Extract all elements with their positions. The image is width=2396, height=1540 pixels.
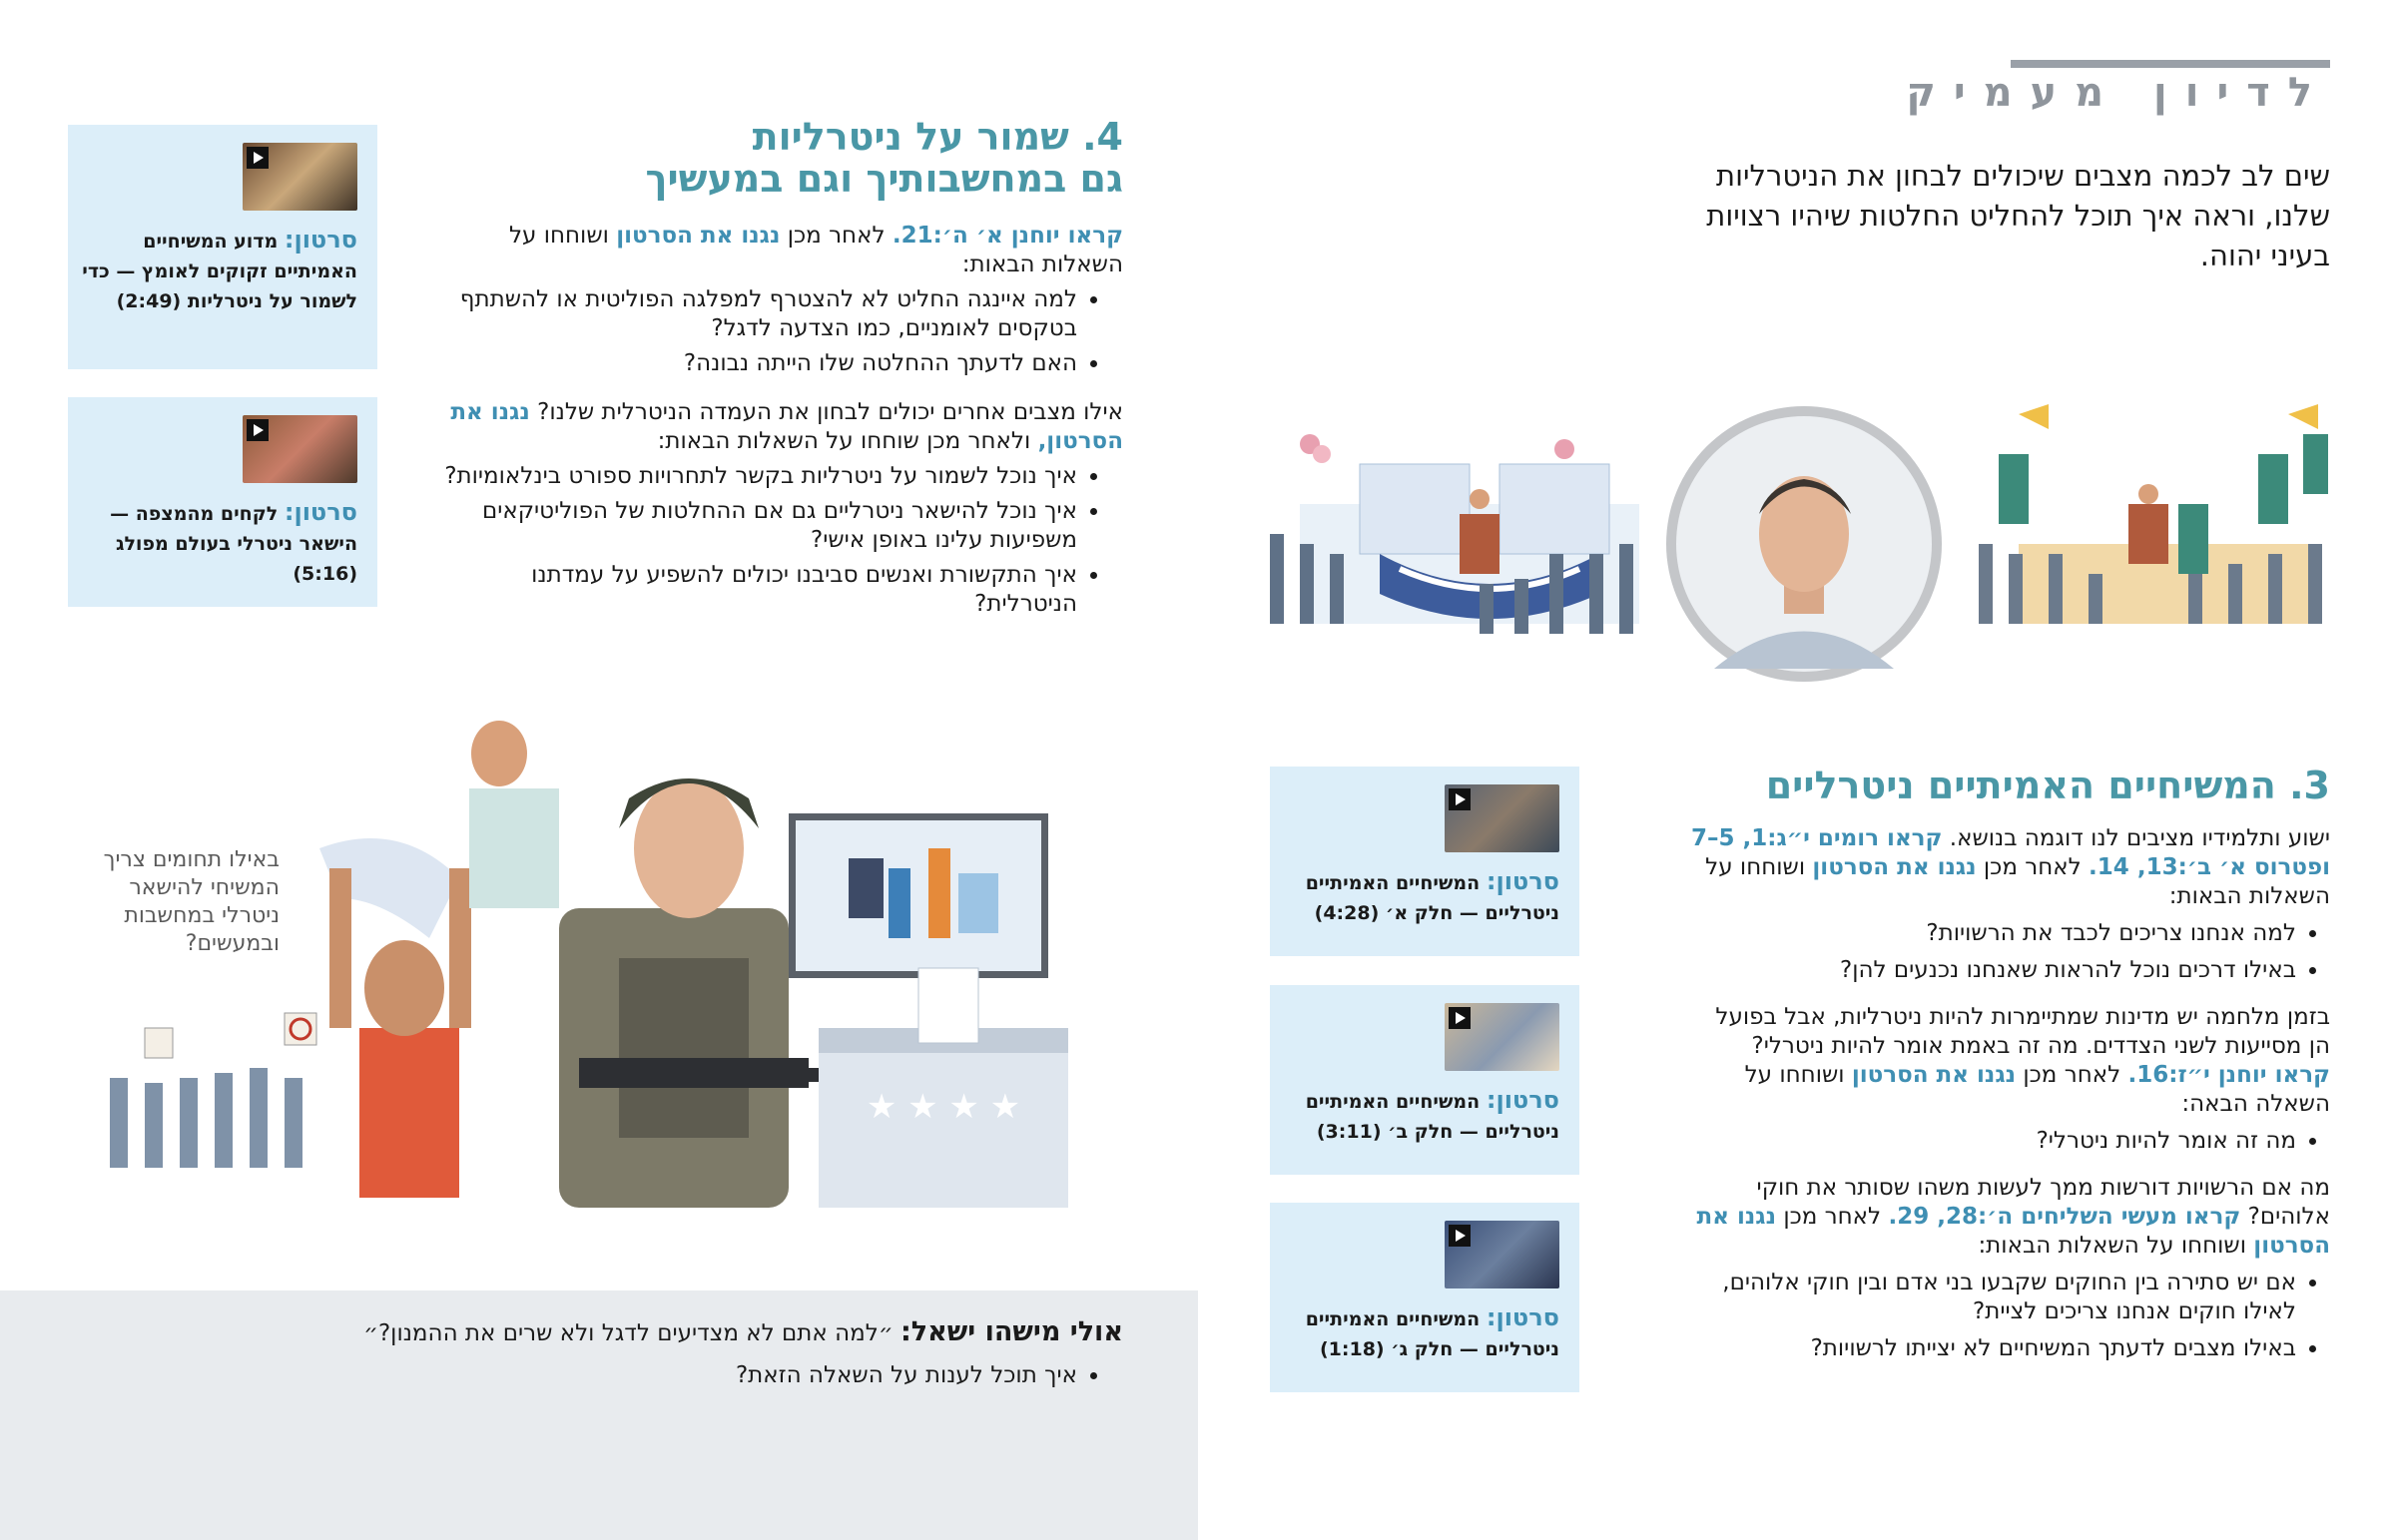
onlooker <box>469 721 559 908</box>
paragraph-text: לאחר מכן <box>1983 854 2082 880</box>
question-item: • למה איינגה החליט לא להצטרף למפלגה הפוליטית או להשתתף בטקסים לאומניים, כמו הצדעה לדגל? <box>424 285 1077 343</box>
svg-text:★ ★ ★ ★: ★ ★ ★ ★ <box>866 1087 1021 1127</box>
video-card-part-1[interactable] <box>1270 767 1579 956</box>
paragraph-text: ושוחחו על השאלות הבאות: <box>508 223 1123 277</box>
ballot-box <box>819 968 1068 1208</box>
left-rally <box>1270 434 1639 634</box>
video-label <box>1282 866 1559 928</box>
question-item: • איך נוכל לשמור על ניטרליות בקשר לתחרויות ספורט בינלאומיות? <box>424 462 1077 491</box>
rally-scene <box>1260 404 2348 689</box>
video-thumbnail[interactable] <box>243 415 357 483</box>
play-icon[interactable] <box>1449 1007 1471 1029</box>
video-title: המשיחיים האמיתיים ניטרליים — חלק א׳ <box>1305 872 1559 924</box>
section-3-paragraph-2 <box>1691 1003 2330 1119</box>
video-thumbnail[interactable] <box>243 143 357 211</box>
play-icon[interactable] <box>1449 1225 1471 1247</box>
sports-fan <box>319 838 471 1198</box>
question-item: • באילו דרכים נוכל להראות שאנחנו נכנעים להן? <box>1691 956 2296 985</box>
play-icon[interactable] <box>247 419 269 441</box>
video-thumbnail[interactable] <box>1445 1221 1559 1288</box>
paragraph-text: ושוחחו על השאלות הבאות: <box>1705 854 2330 909</box>
question-list <box>1691 919 2330 985</box>
someone-may-ask-line <box>225 1315 1123 1350</box>
video-label <box>80 225 357 316</box>
scripture-link[interactable]: קראו מעשי השליחים ה׳:28, 29. <box>1888 1204 2241 1230</box>
pundit-portrait <box>1666 406 1942 682</box>
play-video-link[interactable]: נגנו את הסרטון, <box>450 399 1123 454</box>
play-video-link[interactable]: נגנו את הסרטון <box>1812 854 1977 880</box>
someone-may-ask-label: אולי מישהו ישאל: <box>899 1316 1123 1347</box>
paragraph-text: לאחר מכן <box>787 223 886 249</box>
section-3-body <box>1691 824 2330 1381</box>
video-label <box>1282 1302 1559 1364</box>
deep-discussion-bar <box>2011 60 2330 68</box>
video-title: המשיחיים האמיתיים ניטרליים — חלק ב׳ <box>1305 1091 1559 1143</box>
video-kind: סרטון: <box>284 498 357 526</box>
question-list <box>1691 1127 2330 1156</box>
neutrality-scene <box>100 699 1178 1297</box>
video-kind: סרטון: <box>1486 1303 1559 1331</box>
rally-illustration <box>1260 404 2348 689</box>
scripture-link[interactable]: קראו יוחנן י״ז:16. <box>2127 1062 2330 1088</box>
video-thumbnail[interactable] <box>1445 784 1559 852</box>
question-item: • האם לדעתך ההחלטה שלו הייתה נבונה? <box>424 349 1077 378</box>
someone-may-ask-quote: ״למה אתם לא מצדיעים לדגל ולא שרים את ההמנון?״ <box>363 1320 894 1346</box>
video-kind: סרטון: <box>284 226 357 254</box>
question-list <box>424 462 1123 619</box>
paragraph-text: אילו מצבים אחרים יכולים לבחון את העמדה הניטרלית שלנו? <box>537 399 1123 425</box>
video-title: המשיחיים האמיתיים ניטרליים — חלק ג׳ <box>1305 1308 1559 1360</box>
paragraph-text: מה אם הרשויות דורשות ממך לעשות משהו שסותר את חוקי אלוהים? <box>1756 1175 2330 1230</box>
section-4-title-line-1: 4. שמור על ניטרליות <box>752 115 1123 159</box>
question-item: • מה זה אומר להיות ניטרלי? <box>1691 1127 2296 1156</box>
question-list <box>1691 1269 2330 1363</box>
intro-paragraph: שים לב לכמה מצבים שיכולים לבחון את הניטרליות שלנו, וראה איך תוכל להחליט החלטות שיהיו רצויות בעיני יהוה. <box>1706 159 2330 272</box>
question-item: • איך התקשורת ואנשים סביבנו יכולים להשפיע על עמדתנו הניטרלית? <box>424 561 1077 619</box>
scripture-link[interactable]: קראו רומים י״ג:1, 5–7 ופטרוס א׳ ב׳:13, 14. <box>1690 825 2330 880</box>
question-item: • איך נוכל להישאר ניטרליים גם אם ההחלטות של הפוליטיקאים משפיעות עלינו באופן אישי? <box>424 497 1077 555</box>
section-4-paragraph-2 <box>424 398 1123 456</box>
question-item: • אם יש סתירה בין החוקים שקבעו בני אדם ובין חוקי אלוהים, לאילו חוקים אנחנו צריכים לציית? <box>1691 1269 2296 1326</box>
section-4-body <box>424 222 1123 639</box>
tv-screen <box>789 813 1048 978</box>
video-kind: סרטון: <box>1486 1086 1559 1114</box>
protest-group <box>110 1013 316 1168</box>
video-duration: (1:18) <box>1319 1338 1385 1360</box>
question-item: • איך תוכל לענות על השאלה הזאת? <box>225 1358 1077 1392</box>
question-list <box>225 1358 1123 1392</box>
paragraph-text: ושוחחו על השאלות הבאות: <box>1978 1233 2246 1259</box>
right-rally <box>1979 404 2328 624</box>
section-3-paragraph-3 <box>1691 1174 2330 1261</box>
video-duration: (3:11) <box>1316 1121 1382 1143</box>
play-video-link[interactable]: נגנו את הסרטון <box>616 223 781 249</box>
video-duration: (4:28) <box>1314 902 1380 924</box>
video-label <box>80 497 357 589</box>
video-title: מדוע המשיחיים האמיתיים זקוקים לאומץ — כדי לשמור על ניטרליות <box>82 231 357 312</box>
play-video-link[interactable]: נגנו את הסרטון <box>1696 1204 2330 1259</box>
paragraph-text: לאחר מכן <box>1783 1204 1882 1230</box>
play-icon[interactable] <box>247 147 269 169</box>
video-duration: (5:16) <box>293 563 357 585</box>
neutrality-illustration <box>100 699 1178 1297</box>
side-question: באילו תחומים צריך המשיחי להישאר ניטרלי במחשבות ובמעשים? <box>103 847 280 956</box>
video-label <box>1282 1085 1559 1147</box>
video-kind: סרטון: <box>1486 867 1559 895</box>
video-thumbnail[interactable] <box>1445 1003 1559 1071</box>
section-4-title-line-2: גם במחשבותיך וגם במעשיך <box>645 157 1123 201</box>
paragraph-text: ולאחר מכן שוחחו על השאלות הבאות: <box>657 428 1031 454</box>
video-card-part-3[interactable] <box>1270 1203 1579 1392</box>
section-4-title <box>444 116 1123 200</box>
question-item: • באילו מצבים לדעתך המשיחיים לא יצייתו לרשויות? <box>1691 1334 2296 1363</box>
play-icon[interactable] <box>1449 788 1471 810</box>
deep-discussion-title: לדיון מעמיק <box>1906 70 2330 116</box>
play-video-link[interactable]: נגנו את הסרטון <box>1851 1062 2017 1088</box>
section-3-paragraph-1 <box>1691 824 2330 911</box>
video-card-watchtower[interactable] <box>68 397 377 607</box>
question-list <box>424 285 1123 378</box>
someone-may-ask-text <box>225 1315 1123 1392</box>
section-4-paragraph-1 <box>424 222 1123 279</box>
section-3-title: 3. המשיחיים האמיתיים ניטרליים <box>1765 764 2330 807</box>
video-duration: (2:49) <box>116 290 182 312</box>
paragraph-text: בזמן מלחמה יש מדינות שמתיימרות להיות ניטרליות, אבל בפועל הן מסייעות לשני הצדדים. מה זה באמת אומר להיות ניטרלי? <box>1715 1004 2330 1059</box>
question-item: • למה אנחנו צריכים לכבד את הרשויות? <box>1691 919 2296 948</box>
paragraph-text: ושוחחו על השאלה הבאה: <box>1744 1062 2330 1117</box>
paragraph-text: ישוע ותלמידיו מציבים לנו דוגמה בנושא. <box>1949 825 2330 851</box>
video-title: לקחים מהמצפה — הישאר ניטרלי בעולם מפולג <box>110 503 357 555</box>
video-card-courage[interactable] <box>68 125 377 369</box>
scripture-link[interactable]: קראו יוחנן א׳ ה׳:21. <box>892 223 1123 249</box>
paragraph-text: לאחר מכן <box>2023 1062 2121 1088</box>
video-card-part-2[interactable] <box>1270 985 1579 1175</box>
